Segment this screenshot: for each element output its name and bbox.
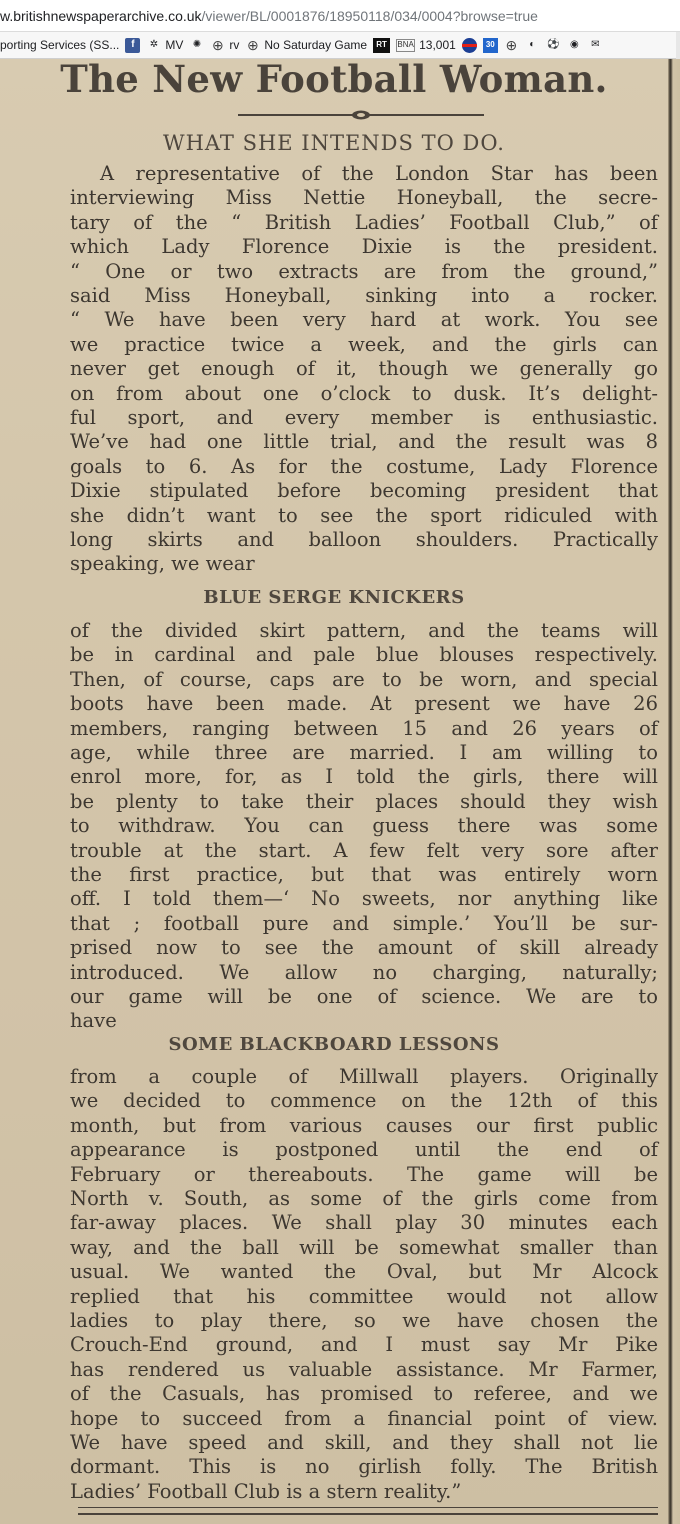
article-text-line: on from about one o’clock to dusk. It’s delight- bbox=[70, 381, 658, 405]
calendar-30-icon: 30 bbox=[483, 38, 498, 53]
article-text-line: Then, of course, caps are to be worn, and special bbox=[70, 667, 658, 691]
article-text-line: We have speed and skill, and they shall not lie bbox=[70, 1431, 658, 1454]
bookmark-item[interactable] bbox=[245, 38, 367, 53]
article-text-line: from a couple of Millwall players. Originally bbox=[70, 1065, 658, 1088]
article-text-line: appearance is postponed until the end of bbox=[70, 1138, 658, 1162]
bookmark-item[interactable] bbox=[0, 38, 119, 52]
article-text-line: introduced. We allow no charging, naturally; bbox=[70, 960, 658, 984]
newspaper-page-viewer[interactable] bbox=[0, 59, 668, 1524]
article-text-line: we decided to commence on the 12th of this bbox=[70, 1089, 658, 1113]
article-text-line: North v. South, as some of the girls come from bbox=[70, 1187, 658, 1210]
article-text-line: replied that his committee would not allow bbox=[70, 1284, 658, 1308]
article-text-line: “ We have been very hard at work. You see bbox=[70, 308, 658, 332]
column-rule bbox=[668, 59, 680, 1524]
section-heading-blackboard-lessons: SOME BLACKBOARD LESSONS bbox=[168, 1034, 500, 1055]
url-path: /viewer/BL/0001876/18950118/034/0004?browse=true bbox=[201, 8, 538, 24]
bookmark-item[interactable] bbox=[483, 38, 498, 53]
article-text-line: usual. We wanted the Oval, but Mr Alcock bbox=[70, 1260, 658, 1284]
article-text-line: said Miss Honeyball, sinking into a rocker. bbox=[70, 284, 658, 307]
article-text-line: to withdraw. You can guess there was some bbox=[70, 814, 658, 838]
article-text-line: of the Casuals, has promised to referee, and we bbox=[70, 1382, 658, 1406]
cookie-icon: ◉ bbox=[569, 39, 579, 50]
bookmark-item[interactable] bbox=[396, 38, 456, 52]
bookmark-item[interactable] bbox=[210, 38, 239, 53]
article-text-line: never get enough of it, though we generally go bbox=[70, 357, 658, 381]
bookmark-item[interactable] bbox=[125, 38, 140, 53]
article-text-line: of the divided skirt pattern, and the teams will bbox=[70, 619, 658, 642]
globe-icon: ⊕ bbox=[212, 37, 224, 53]
article-text-line: off. I told them—‘ No sweets, nor anything like bbox=[70, 887, 658, 911]
article-text-line: hope to succeed from a financial point of view. bbox=[70, 1406, 658, 1430]
article-text-line: goals to 6. As for the costume, Lady Florence bbox=[70, 454, 658, 478]
bookmark-label: porting Services (SS... bbox=[0, 38, 120, 52]
article-text-line: which Lady Florence Dixie is the president. bbox=[70, 235, 658, 259]
article-text-line: long skirts and balloon shoulders. Practically bbox=[70, 528, 658, 551]
bna-icon: BNA bbox=[396, 39, 415, 52]
rt-icon: RT bbox=[373, 38, 390, 53]
article-text-line: Ladies’ Football Club is a stern reality.” bbox=[70, 1479, 462, 1503]
bookmark-label: 13,001 bbox=[419, 38, 456, 52]
url-host: w.britishnewspaperarchive.co.uk bbox=[0, 8, 202, 24]
globe-icon: ⊕ bbox=[505, 37, 518, 53]
ornament-rule-icon bbox=[238, 109, 484, 121]
article-text-line: that ; football pure and simple.’ You’ll be sur- bbox=[70, 911, 658, 935]
article-text-line: trouble at the start. A few felt very sore after bbox=[70, 838, 658, 862]
bookmark-item[interactable] bbox=[546, 38, 561, 53]
article-text-line: far-away places. We shall play 30 minutes each bbox=[70, 1211, 658, 1235]
article-text-line: our game will be one of science. We are to bbox=[70, 985, 658, 1008]
bookmark-label: rv bbox=[229, 38, 240, 52]
article-text-line: month, but from various causes our first public bbox=[70, 1113, 658, 1137]
article-text-line: ful sport, and every member is enthusiastic. bbox=[70, 406, 658, 429]
facebook-icon: f bbox=[125, 38, 140, 53]
article-text-line: “ One or two extracts are from the ground,” bbox=[70, 259, 658, 283]
bookmarks-bar bbox=[0, 32, 680, 59]
bookmark-item[interactable] bbox=[146, 38, 183, 53]
window-edge bbox=[676, 32, 680, 59]
bookmark-item[interactable] bbox=[588, 38, 603, 53]
article-text-line: boots have been made. At present we have 26 bbox=[70, 692, 658, 716]
article-text-line: enrol more, for, as I told the girls, there will bbox=[70, 765, 658, 789]
bookmark-item[interactable] bbox=[525, 38, 540, 53]
article-text-line: ladies to play there, so we have chosen the bbox=[70, 1309, 658, 1332]
article-headline: The New Football Woman. bbox=[60, 59, 608, 101]
article-text-line: tary of the “ British Ladies’ Football Club,” of bbox=[70, 210, 658, 234]
gear-icon: ✲ bbox=[149, 39, 159, 50]
bookmark-label: No Saturday Game bbox=[264, 38, 368, 52]
bookmark-item[interactable] bbox=[567, 38, 582, 53]
article-text-line: we practice twice a week, and the girls can bbox=[70, 332, 658, 356]
article-text-line: interviewing Miss Nettie Honeyball, the secre- bbox=[70, 186, 658, 210]
tfl-roundel-icon bbox=[462, 38, 477, 53]
article-text-line: members, ranging between 15 and 26 years of bbox=[70, 716, 658, 740]
article-text-line: Crouch-End ground, and I must say Mr Pike bbox=[70, 1333, 658, 1357]
bookmark-item[interactable] bbox=[462, 38, 477, 53]
bookmark-label: MV bbox=[165, 38, 184, 52]
paw-icon: ✺ bbox=[192, 39, 202, 50]
article-text-line: speaking, we wear bbox=[70, 552, 255, 576]
article-text-line: dormant. This is no girlish folly. The British bbox=[70, 1455, 658, 1479]
article-text-line: be plenty to take their places should they wish bbox=[70, 789, 658, 813]
article-text-line: she didn’t want to see the sport ridiculed with bbox=[70, 503, 658, 527]
bottom-double-rule bbox=[78, 1507, 658, 1515]
article-text-line: way, and the ball will be somewhat smaller than bbox=[70, 1235, 658, 1259]
article-text-line: has rendered us valuable assistance. Mr Farmer, bbox=[70, 1357, 658, 1381]
article-subheading: WHAT SHE INTENDS TO DO. bbox=[163, 131, 505, 155]
globe-icon: ⊕ bbox=[247, 37, 259, 53]
article-text-line: A representative of the London Star has been bbox=[100, 162, 658, 185]
article-text-line: prised now to see the amount of skill already bbox=[70, 936, 658, 960]
article-text-line: February or thereabouts. The game will be bbox=[70, 1162, 658, 1186]
bookmark-item[interactable] bbox=[189, 38, 204, 53]
football-icon: ⚽ bbox=[547, 39, 560, 50]
article-text-line: have bbox=[70, 1009, 117, 1033]
mail-icon: ✉ bbox=[591, 39, 600, 50]
article-text-line: We’ve had one little trial, and the result was 8 bbox=[70, 430, 658, 454]
article-text-line: Dixie stipulated before becoming president that bbox=[70, 479, 658, 503]
swirl-icon: ◐ bbox=[529, 39, 536, 50]
section-heading-blue-serge-knickers: BLUE SERGE KNICKERS bbox=[203, 587, 465, 608]
address-bar[interactable] bbox=[0, 0, 680, 32]
article-text-line: be in cardinal and pale blue blouses respectively. bbox=[70, 643, 658, 667]
bookmark-item[interactable] bbox=[504, 38, 519, 53]
article-text-line: age, while three are married. I am willing to bbox=[70, 741, 658, 764]
article-text-line: the first practice, but that was entirely worn bbox=[70, 863, 658, 886]
bookmark-item[interactable] bbox=[373, 38, 390, 53]
